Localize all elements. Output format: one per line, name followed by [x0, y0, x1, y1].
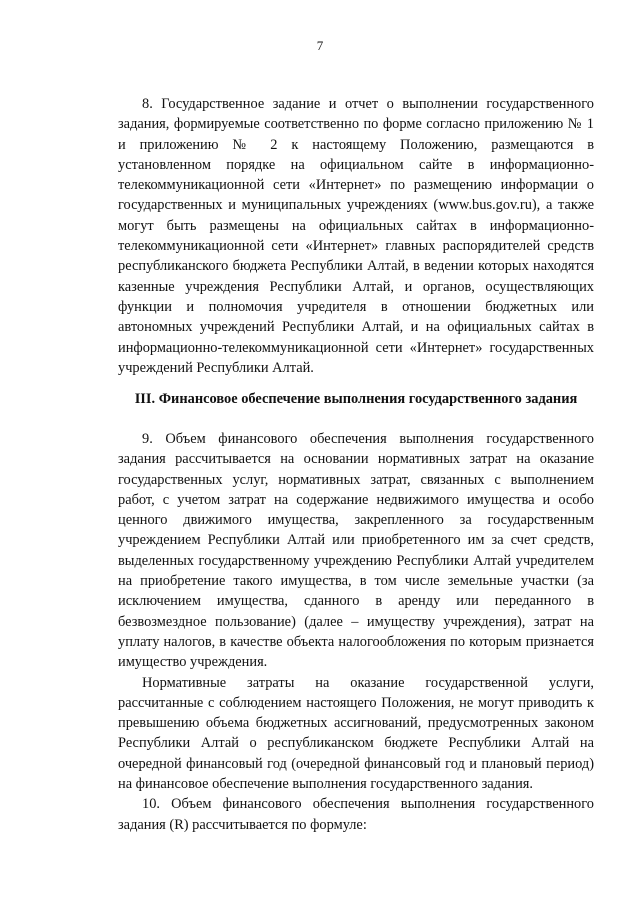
section-3-text	[118, 429, 594, 835]
page-number: 7	[316, 38, 324, 53]
paragraph-9: 9. Объем финансового обеспечения выполнения государственного задания рассчитывается на основании нормативных затрат на оказание государственных услуг, нормативных затрат, связанных с выполнением работ, с учетом затрат на содержание недвижимого имущества и особо ценного движимого имущества, закрепленного за государственным учреждением Республики Алтай или приобретенного им за счет средств, выделенных государственному учреждению Республики Алтай учредителем на приобретение такого имущества, в том числе земельные участки (за исключением имущества, сданного в аренду или переданного в безвозмездное пользование) (далее – имуществу учреждения), затрат на уплату налогов, в качестве объекта налогообложения по которым признается имущество учреждения.	[118, 431, 594, 671]
section-heading: III. Финансовое обеспечение выполнения государственного задания	[134, 391, 578, 407]
paragraph-9-normative-costs: Нормативные затраты на оказание государственной услуги, рассчитанные с соблюдением настоящего Положения, не могут приводить к превышению объема бюджетных ассигнований, предусмотренных законом Республики Алтай о республиканском бюджете Республики Алтай на очередной финансовый год (очередной финансовый год и плановый период) на финансовое обеспечение выполнения государственного задания.	[118, 674, 594, 793]
paragraph-10: 10. Объем финансового обеспечения выполнения государственного задания (R) рассчитывается по формуле:	[118, 796, 594, 833]
paragraph-8: 8. Государственное задание и отчет о выполнении государственного задания, формируемые соответственно по форме согласно приложению № 1 и приложению № 2 к настоящему Положению, размещаются в установленном порядке на официальном сайте в информационно-телекоммуникационной сети «Интернет» по размещению информации о государственных и муниципальных учреждениях (www.bus.gov.ru), а также могут быть размещены на официальных сайтах в информационно-телекоммуникационной сети «Интернет» главных распорядителей средств республиканского бюджета Республики Алтай, в ведении которых находятся казенные учреждения Республики Алтай, и органов, осуществляющих функции и полномочия учредителя в отношении бюджетных или автономных учреждений Республики Алтай, и на официальных сайтах в информационно-телекоммуникационной сети «Интернет» государственных учреждений Республики Алтай.	[118, 96, 594, 376]
section-2-text	[118, 94, 594, 378]
